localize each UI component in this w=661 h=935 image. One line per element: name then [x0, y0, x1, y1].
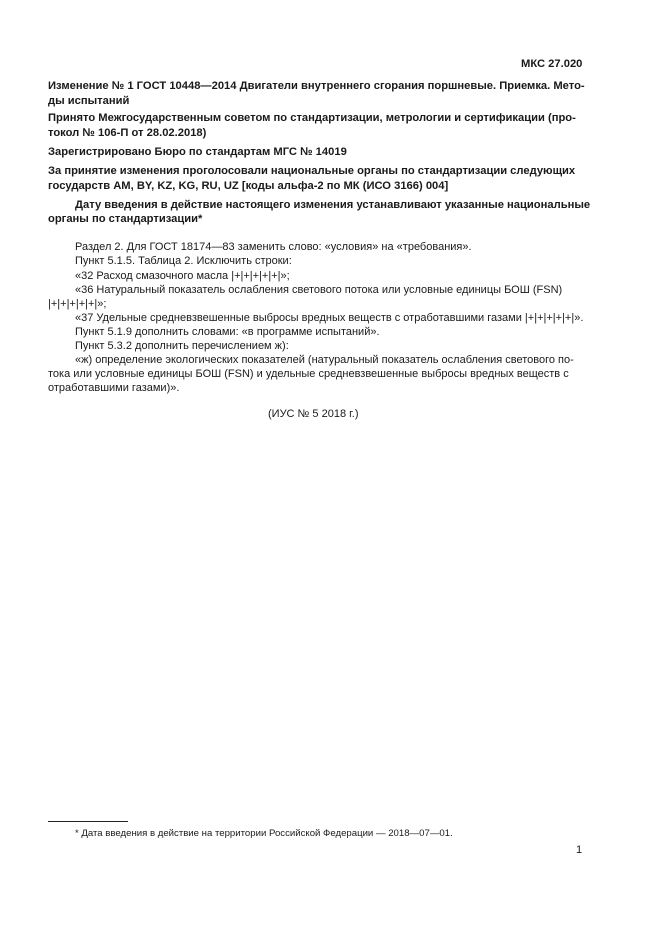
voting-line-2: государств AM, BY, KZ, KG, RU, UZ [коды альфа-2 по МК (ИСО 3166) 004] [48, 180, 449, 192]
title-line-2: ды испытаний [48, 95, 130, 107]
body-line-9: «ж) определение экологических показателей (натуральный показатель ослабления светового по- [75, 354, 574, 366]
registration-line: Зарегистрировано Бюро по стандартам МГС № 14019 [48, 146, 347, 158]
body-line-8: Пункт 5.3.2 дополнить перечислением ж): [75, 340, 289, 352]
body-line-6: «37 Удельные средневзвешенные выбросы вредных веществ с отработавшими газами |+|+|+|+|+|». [75, 312, 584, 324]
footnote-divider [48, 821, 128, 822]
body-line-4: «36 Натуральный показатель ослабления светового потока или условные единицы БОШ (FSN) [75, 284, 563, 296]
classification-code: МКС 27.020 [521, 58, 583, 70]
voting-line-1: За принятие изменения проголосовали национальные органы по стандартизации следующих [48, 165, 576, 177]
body-line-3: «32 Расход смазочного масла |+|+|+|+|+|»; [75, 270, 290, 282]
adopted-line-2: токол № 106-П от 28.02.2018) [48, 127, 207, 139]
body-line-10: тока или условные единицы БОШ (FSN) и удельные средневзвешенные выбросы вредных веществ с [48, 368, 569, 380]
source-reference: (ИУС № 5 2018 г.) [268, 408, 359, 420]
effective-date-line-2: органы по стандартизации* [48, 213, 203, 225]
body-line-5: |+|+|+|+|+|»; [48, 298, 107, 310]
effective-date-line-1: Дату введения в действие настоящего изменения устанавливают указанные национальные [75, 199, 591, 211]
footnote: * Дата введения в действие на территории Российской Федерации — 2018—07—01. [75, 828, 453, 839]
title-line-1: Изменение № 1 ГОСТ 10448—2014 Двигатели внутреннего сгорания поршневые. Приемка. Мето- [48, 80, 585, 92]
body-line-2: Пункт 5.1.5. Таблица 2. Исключить строки: [75, 255, 292, 267]
body-line-1: Раздел 2. Для ГОСТ 18174—83 заменить слово: «условия» на «требования». [75, 241, 472, 253]
page-number: 1 [576, 844, 583, 856]
body-line-7: Пункт 5.1.9 дополнить словами: «в программе испытаний». [75, 326, 380, 338]
adopted-line-1: Принято Межгосударственным советом по стандартизации, метрологии и сертификации (про- [48, 112, 576, 124]
body-line-11: отработавшими газами)». [48, 382, 180, 394]
